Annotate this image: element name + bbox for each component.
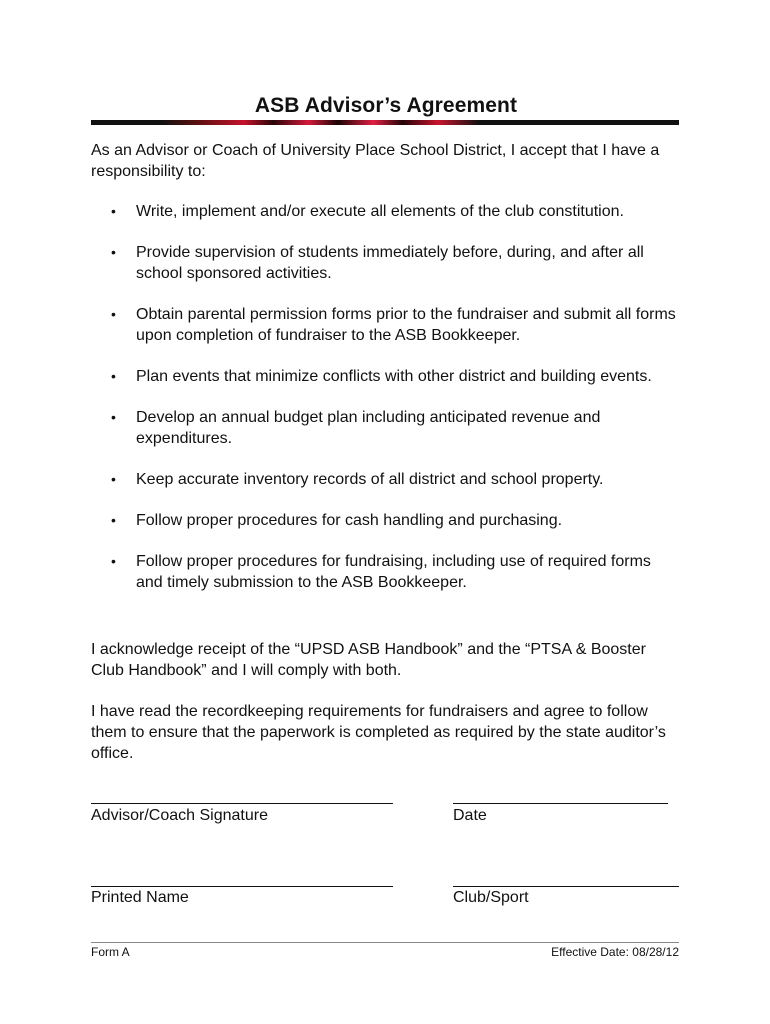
title-decorative-rule [91, 120, 679, 125]
list-item [91, 201, 681, 222]
list-item-text: Plan events that minimize conflicts with other district and building events. [136, 368, 652, 385]
list-item [91, 366, 681, 387]
intro-paragraph: As an Advisor or Coach of University Place School District, I accept that I have a responsibility to: [91, 142, 660, 180]
club-sport-line[interactable] [453, 886, 679, 887]
list-item-text: Write, implement and/or execute all elements of the club constitution. [136, 203, 624, 220]
bullet-icon: • [111, 306, 116, 322]
list-item [91, 510, 681, 531]
bullet-icon: • [111, 244, 116, 260]
list-item [91, 304, 681, 346]
recordkeeping-paragraph: I have read the recordkeeping requirements for fundraisers and agree to follow them to ensure that the paperwork is completed as required by the state auditor’s office. [91, 703, 666, 762]
date-label: Date [453, 807, 487, 824]
bullet-icon: • [111, 553, 116, 569]
date-line[interactable] [453, 803, 668, 804]
bullet-icon: • [111, 471, 116, 487]
acknowledgement-paragraph: I acknowledge receipt of the “UPSD ASB Handbook” and the “PTSA & Booster Club Handbook” and I will comply with both. [91, 641, 646, 679]
list-item [91, 469, 681, 490]
document-page [91, 0, 681, 1024]
advisor-signature-label: Advisor/Coach Signature [91, 807, 268, 824]
printed-name-label: Printed Name [91, 889, 189, 906]
list-item-text: Obtain parental permission forms prior to the fundraiser and submit all forms upon completion of fundraiser to the ASB Bookkeeper. [136, 306, 676, 344]
list-item-text: Follow proper procedures for fundraising, including use of required forms and timely submission to the ASB Bookkeeper. [136, 553, 651, 591]
advisor-signature-line[interactable] [91, 803, 393, 804]
bullet-icon: • [111, 203, 116, 219]
list-item [91, 407, 681, 449]
responsibility-list [91, 201, 681, 613]
printed-name-line[interactable] [91, 886, 393, 887]
list-item-text: Provide supervision of students immediately before, during, and after all school sponsored activities. [136, 244, 644, 282]
bullet-icon: • [111, 368, 116, 384]
list-item-text: Follow proper procedures for cash handling and purchasing. [136, 512, 563, 529]
document-title: ASB Advisor’s Agreement [254, 94, 518, 117]
list-item [91, 242, 681, 284]
list-item [91, 551, 681, 593]
bullet-icon: • [111, 512, 116, 528]
footer-form-id: Form A [91, 945, 130, 959]
footer-divider [91, 942, 679, 943]
footer-effective-date: Effective Date: 08/28/12 [551, 945, 679, 959]
club-sport-label: Club/Sport [453, 889, 529, 906]
list-item-text: Keep accurate inventory records of all district and school property. [136, 471, 604, 488]
bullet-icon: • [111, 409, 116, 425]
list-item-text: Develop an annual budget plan including anticipated revenue and expenditures. [136, 409, 601, 447]
